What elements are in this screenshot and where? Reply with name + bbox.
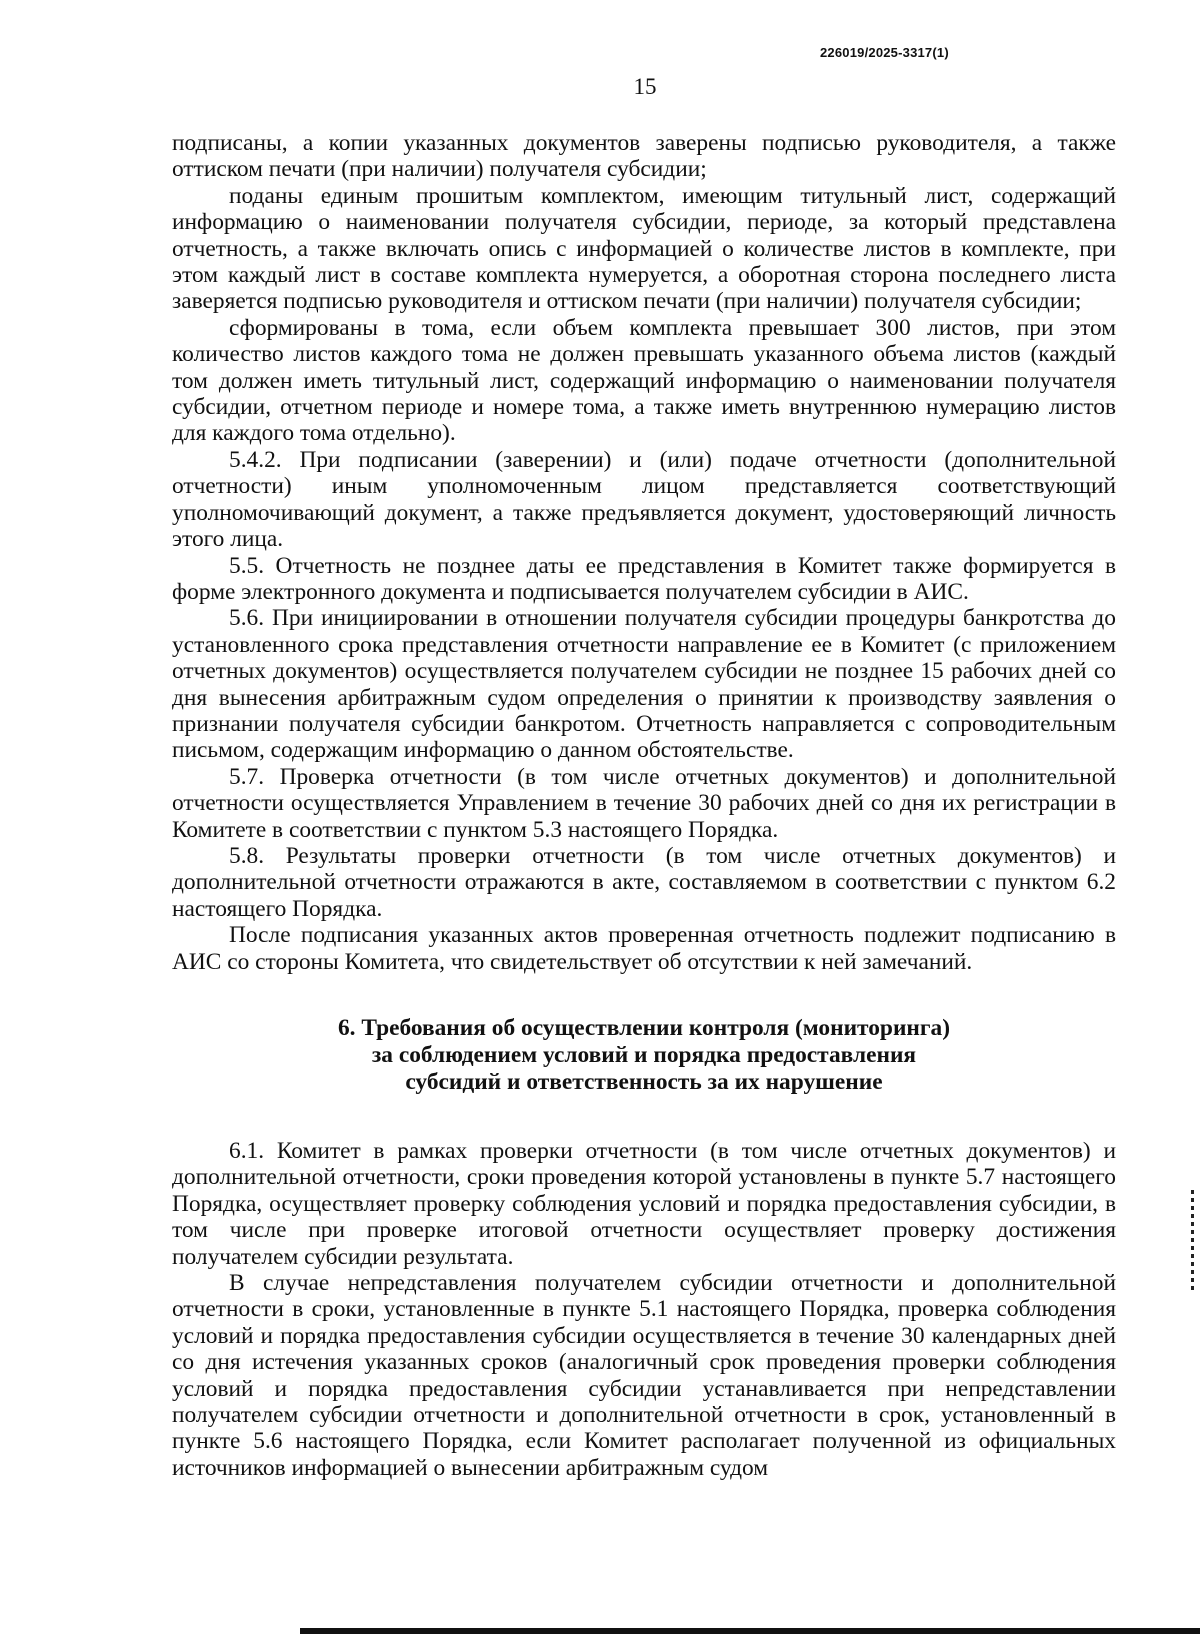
section-heading: [172, 1015, 1116, 1096]
section-heading-line: 6. Требования об осуществлении контроля (мониторинга): [337, 1015, 950, 1041]
paragraph: 5.6. При инициировании в отношении получателя субсидии процедуры банкротства до установленного срока представления отчетности направление ее в Комитет (с приложением отчетных документов) осуществляется получателем субсидии не позднее 15 рабочих дней со дня вынесения арбитражным судом определения о принятии к производству заявления о признании получателя субсидии банкротом. Отчетность направляется с сопроводительным письмом, содержащим информацию о данном обстоятельстве.: [172, 605, 1116, 764]
page-number: 15: [633, 74, 657, 99]
scan-edge-mark: [1191, 1190, 1194, 1290]
bottom-scan-rule: [300, 1628, 1200, 1634]
paragraph: 5.8. Результаты проверки отчетности (в том числе отчетных документов) и дополнительной отчетности отражаются в акте, составляемом в соответствии с пунктом 6.2 настоящего Порядка.: [172, 842, 1116, 922]
document-body: [172, 130, 1116, 1481]
paragraph: 6.1. Комитет в рамках проверки отчетности (в том числе отчетных документов) и дополнительной отчетности, сроки проведения которой установлены в пункте 5.7 настоящего Порядка, осуществляет проверку соблюдения условий и порядка предоставления субсидии, в том числе при проверке итоговой отчетности осуществляет проверку достижения получателем субсидии результата.: [172, 1138, 1116, 1270]
paragraph: поданы единым прошитым комплектом, имеющим титульный лист, содержащий информацию о наименовании получателя субсидии, периоде, за который представлена отчетность, а также включать опись с информацией о количестве листов в комплекте, при этом каждый лист в составе комплекта нумеруется, а оборотная сторона последнего листа заверяется подписью руководителя и оттиском печати (при наличии) получателя субсидии;: [172, 182, 1116, 315]
paragraph: подписаны, а копии указанных документов заверены подписью руководителя, а также оттиском печати (при наличии) получателя субсидии;: [172, 130, 1116, 183]
section-heading-line: за соблюдением условий и порядка предоставления: [371, 1042, 917, 1068]
paragraph: После подписания указанных актов проверенная отчетность подлежит подписанию в АИС со стороны Комитета, что свидетельствует об отсутствии к ней замечаний.: [172, 922, 1116, 975]
document-number: 226019/2025-3317(1): [820, 45, 949, 60]
section-heading-line: субсидий и ответственность за их нарушение: [405, 1069, 883, 1095]
paragraph: сформированы в тома, если объем комплекта превышает 300 листов, при этом количество листов каждого тома не должен превышать указанного объема листов (каждый том должен иметь титульный лист, содержащий информацию о наименовании получателя субсидии, отчетном периоде и номере тома, а также иметь внутреннюю нумерацию листов для каждого тома отдельно).: [172, 314, 1116, 447]
paragraph: 5.4.2. При подписании (заверении) и (или) подаче отчетности (дополнительной отчетности) иным уполномоченным лицом представляется соответствующий уполномочивающий документ, а также предъявляется документ, удостоверяющий личность этого лица.: [172, 446, 1116, 553]
paragraph: 5.5. Отчетность не позднее даты ее представления в Комитет также формируется в форме электронного документа и подписывается получателем субсидии в АИС.: [172, 552, 1116, 605]
paragraph: В случае непредставления получателем субсидии отчетности и дополнительной отчетности в сроки, установленные в пункте 5.1 настоящего Порядка, проверка соблюдения условий и порядка предоставления субсидии осуществляется в течение 30 календарных дней со дня истечения указанных сроков (аналогичный срок проведения проверки соблюдения условий и порядка предоставления субсидии устанавливается при непредставлении получателем субсидии отчетности и дополнительной отчетности в срок, установленный в пункте 5.6 настоящего Порядка, если Комитет располагает полученной из официальных источников информацией о вынесении арбитражным судом: [172, 1270, 1116, 1481]
paragraph: 5.7. Проверка отчетности (в том числе отчетных документов) и дополнительной отчетности осуществляется Управлением в течение 30 рабочих дней со дня их регистрации в Комитете в соответствии с пунктом 5.3 настоящего Порядка.: [172, 763, 1116, 843]
